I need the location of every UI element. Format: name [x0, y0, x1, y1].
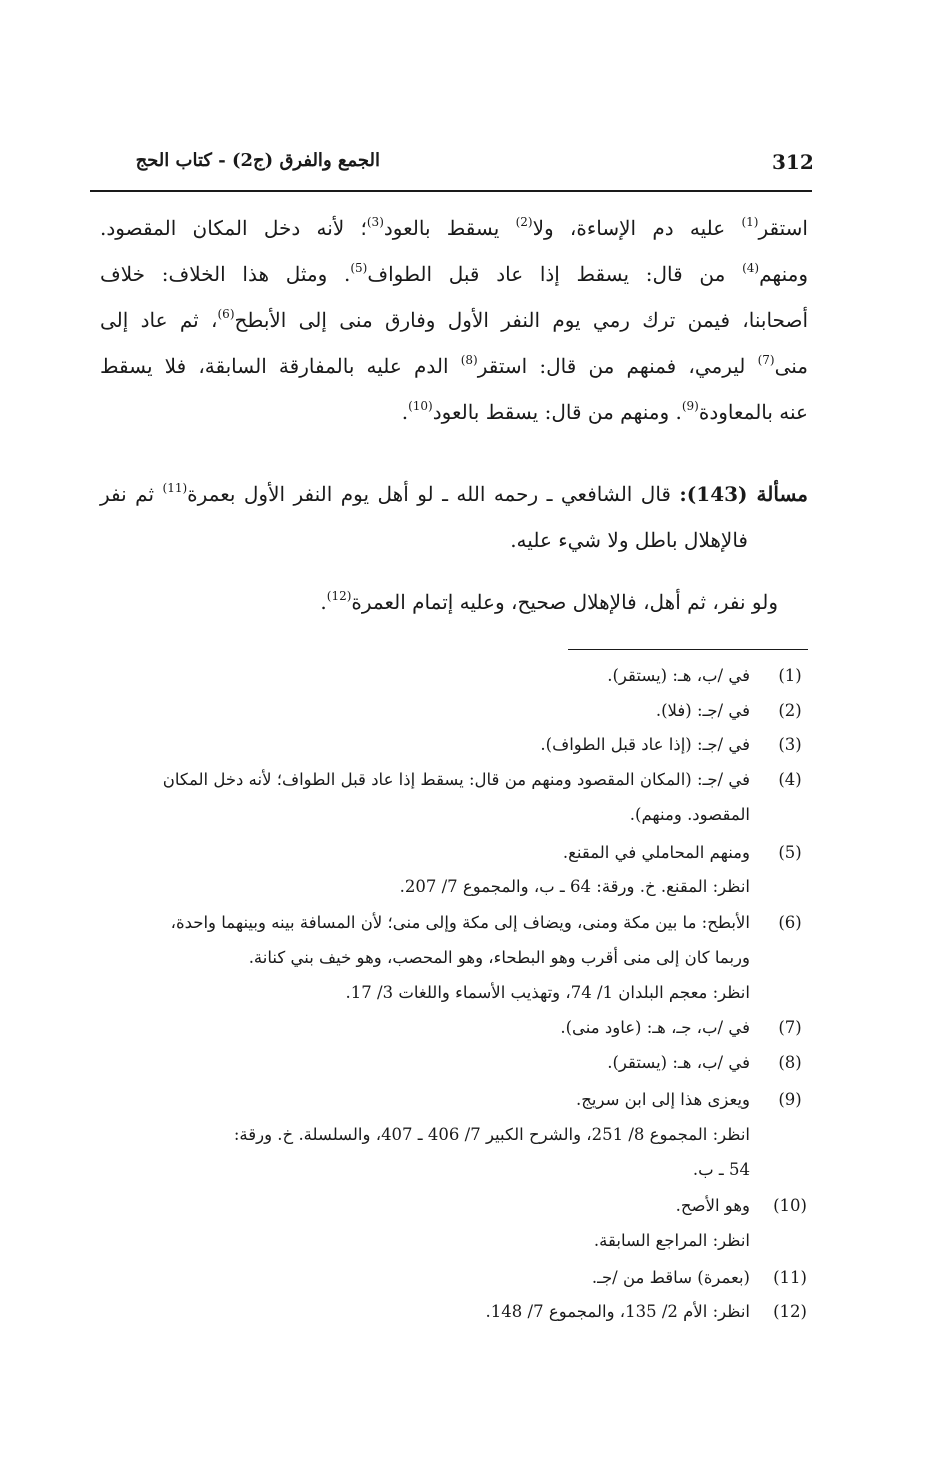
- footnote-number: (12): [773, 1302, 807, 1321]
- body-line-5: [402, 400, 808, 424]
- footnote-line: ويعزى هذا إلى ابن سريج.: [576, 1090, 750, 1109]
- text-run: أصحابنا، فيمن ترك رمي يوم النفر الأول وفارق منى إلى الأبطح: [234, 308, 808, 332]
- footnote-ref: (10): [408, 399, 433, 413]
- text-run: ثم نفر: [100, 482, 163, 506]
- page-number: 312: [772, 150, 814, 174]
- text-run: عنه بالمعاودة: [698, 400, 808, 424]
- footnote-number: (2): [778, 701, 802, 720]
- footnote-ref: (5): [350, 261, 368, 275]
- masala-line-2: فالإهلال باطل ولا شيء عليه.: [510, 528, 748, 552]
- footnote-ref: (8): [460, 353, 478, 367]
- footnote-line: الأبطح: ما بين مكة ومنى، ويضاف إلى مكة وإلى منى؛ لأن المسافة بينه وبينهما واحدة،: [170, 913, 750, 932]
- text-run: . ومنهم من قال: يسقط بالعود: [432, 400, 682, 424]
- body-line-2: [100, 262, 808, 286]
- footnote-line: انظر: الأم 2/ 135، والمجموع 7/ 148.: [485, 1302, 750, 1321]
- footnote-line: في /ب، هـ: (يستقر).: [607, 666, 750, 685]
- footnote-line: في /جـ: (إذا عاد قبل الطواف).: [540, 735, 750, 754]
- footnote-line: انظر: معجم البلدان 1/ 74، وتهذيب الأسماء واللغات 3/ 17.: [345, 983, 750, 1002]
- footnote-line: في /ب، جـ، هـ: (عاود منى).: [560, 1018, 750, 1037]
- footnote-separator: [568, 649, 808, 650]
- header-rule: [90, 190, 812, 192]
- footnote-line: انظر: المجموع 8/ 251، والشرح الكبير 7/ 406 ـ 407، والسلسلة. خ. ورقة:: [233, 1125, 750, 1144]
- text-run: استقر: [758, 216, 808, 240]
- footnote-line: (بعمرة) ساقط من /جـ.: [591, 1268, 750, 1287]
- footnote-line: في /ب، هـ: (يستقر).: [607, 1053, 750, 1072]
- footnote-number: (4): [778, 770, 802, 789]
- footnote-ref: (11): [162, 481, 188, 495]
- masala-line-3: [320, 590, 778, 614]
- text-run: من قال: يسقط إذا عاد قبل الطواف: [367, 262, 743, 286]
- text-run: . ومثل هذا الخلاف: خلاف: [100, 262, 351, 286]
- footnote-line: في /جـ: (المكان المقصود ومنهم من قال: يسقط إذا عاد قبل الطواف؛ لأنه دخل المكان: [162, 770, 750, 789]
- text-run: ؛ لأنه دخل المكان المقصود.: [100, 216, 367, 240]
- text-run: ليرمي، فمنهم من قال: استقر: [477, 354, 758, 378]
- text-run: ومنهم: [759, 262, 809, 286]
- footnote-ref: (2): [515, 215, 533, 229]
- text-run: عليه دم الإساءة، ولا: [532, 216, 742, 240]
- footnote-line: المقصود. ومنهم).: [629, 805, 750, 824]
- footnote-number: (3): [778, 735, 802, 754]
- footnote-line: وربما كان إلى منى أقرب وهو البطحاء، وهو المحصب، وهو خيف بني كنانة.: [248, 948, 750, 967]
- footnote-line: في /جـ: (فلا).: [655, 701, 750, 720]
- footnote-ref: (1): [741, 215, 759, 229]
- footnote-ref: (12): [326, 589, 352, 603]
- running-title: الجمع والفرق (ج2) - كتاب الحج: [135, 150, 380, 171]
- text-run: منى: [774, 354, 808, 378]
- footnote-line: وهو الأصح.: [675, 1196, 750, 1215]
- footnote-number: (5): [778, 843, 802, 862]
- footnote-line: انظر: المراجع السابقة.: [593, 1231, 750, 1250]
- footnote-ref: (3): [366, 215, 384, 229]
- text-run: .: [401, 400, 409, 424]
- text-run: ، ثم عاد إلى: [100, 308, 218, 332]
- footnote-line: 54 ـ ب.: [692, 1160, 750, 1179]
- body-line-3: [100, 308, 808, 332]
- text-run: الدم عليه بالمفارقة السابقة، فلا يسقط: [100, 354, 461, 378]
- text-run: يسقط بالعود: [383, 216, 516, 240]
- footnote-number: (8): [778, 1053, 802, 1072]
- footnote-ref: (9): [681, 399, 699, 413]
- masala-line-1: [100, 482, 808, 506]
- footnote-line: انظر: المقنع. خ. ورقة: 64 ـ ب، والمجموع 7/ 207.: [399, 877, 750, 896]
- text-run: .: [320, 590, 327, 614]
- footnote-ref: (6): [217, 307, 235, 321]
- footnote-number: (1): [778, 666, 802, 685]
- footnote-number: (6): [778, 913, 802, 932]
- body-line-1: [100, 216, 808, 240]
- footnote-ref: (4): [742, 261, 760, 275]
- body-line-4: [100, 354, 808, 378]
- footnote-number: (11): [773, 1268, 807, 1287]
- text-run: قال الشافعي ـ رحمه الله ـ لو أهل يوم النفر الأول بعمرة: [187, 482, 680, 506]
- footnote-line: ومنهم المحاملي في المقنع.: [562, 843, 750, 862]
- masala-label: مسألة (143):: [679, 482, 809, 506]
- footnote-ref: (7): [757, 353, 775, 367]
- footnote-number: (7): [778, 1018, 802, 1037]
- footnote-number: (9): [778, 1090, 802, 1109]
- footnote-number: (10): [773, 1196, 807, 1215]
- text-run: ولو نفر، ثم أهل، فالإهلال صحيح، وعليه إتمام العمرة: [351, 590, 778, 614]
